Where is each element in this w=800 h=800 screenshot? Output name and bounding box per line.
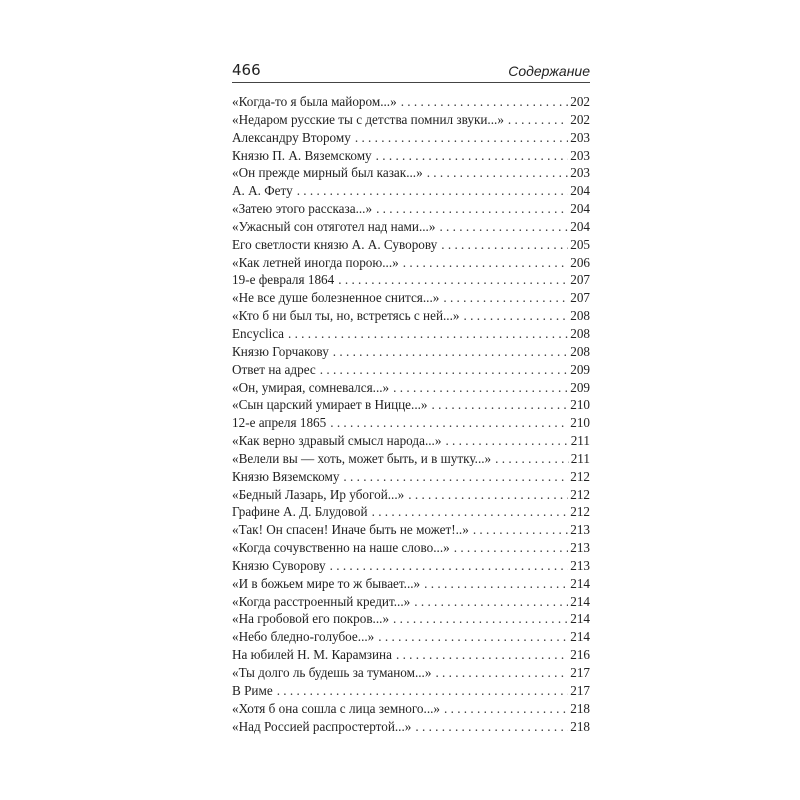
- toc-entry: [232, 201, 590, 219]
- dot-leader: [396, 647, 568, 663]
- toc-entry: [232, 433, 590, 451]
- dot-leader: [277, 683, 569, 699]
- toc-entry-title: «Он, умирая, сомневался...»: [232, 379, 390, 395]
- toc-entry-page: 213: [570, 540, 590, 556]
- toc-entry: [232, 344, 590, 362]
- dot-leader: [330, 558, 569, 574]
- toc-entry: [232, 451, 590, 469]
- dot-leader: [372, 504, 569, 520]
- toc-entry-title: «Велели вы — хоть, может быть, и в шутку...»: [232, 450, 492, 466]
- dot-leader: [445, 433, 568, 449]
- dot-leader: [355, 130, 568, 146]
- dot-leader: [378, 629, 568, 645]
- toc-entry-title: «Хотя б она сошла с лица земного...»: [232, 700, 441, 716]
- toc-entry: [232, 540, 590, 558]
- toc-entry-title: «Не все душе болезненное снится...»: [232, 290, 440, 306]
- dot-leader: [401, 94, 569, 110]
- toc-entry-page: 217: [570, 665, 590, 680]
- toc-entry-page: 204: [570, 183, 590, 199]
- toc-entry: [232, 397, 590, 415]
- toc-entry-page: 209: [570, 379, 590, 395]
- dot-leader: [495, 451, 569, 467]
- dot-leader: [444, 701, 568, 717]
- dot-leader: [376, 201, 568, 217]
- toc-entry-page: 210: [570, 397, 590, 413]
- toc-entry: [232, 148, 590, 166]
- dot-leader: [333, 344, 568, 360]
- toc-entry-title: Ответ на адрес: [232, 361, 316, 377]
- toc-entry-title: «Когда расстроенный кредит...»: [232, 593, 411, 609]
- toc-entry-page: 213: [570, 522, 590, 538]
- dot-leader: [320, 362, 568, 378]
- toc-entry: [232, 647, 590, 665]
- dot-leader: [288, 326, 568, 342]
- toc-entry-title: «Ты долго ль будешь за туманом...»: [232, 665, 432, 680]
- toc-entry: [232, 380, 590, 398]
- dot-leader: [393, 380, 568, 396]
- toc-entry-title: «Небо бледно-голубое...»: [232, 629, 375, 645]
- dot-leader: [439, 219, 568, 235]
- toc-entry: [232, 183, 590, 201]
- toc-entry-title: «Ужасный сон отяготел над нами...»: [232, 218, 436, 234]
- toc-entry: [232, 665, 590, 683]
- dot-leader: [424, 576, 568, 592]
- toc-entry-title: «Бедный Лазарь, Ир убогой...»: [232, 486, 405, 502]
- dot-leader: [427, 165, 569, 181]
- page-number: 466: [232, 61, 261, 79]
- toc-entry: [232, 719, 590, 737]
- toc-entry-title: Князю Суворову: [232, 557, 326, 573]
- toc-entry-title: Его светлости князю А. А. Суворову: [232, 236, 438, 252]
- section-title: Содержание: [508, 63, 590, 79]
- toc-entry-page: 202: [570, 111, 590, 127]
- toc-entry-title: В Риме: [232, 682, 273, 698]
- toc-entry-page: 207: [570, 272, 590, 288]
- running-header: [232, 58, 590, 83]
- toc-entry-page: 211: [570, 450, 590, 466]
- toc-entry: [232, 94, 590, 112]
- toc-entry: [232, 558, 590, 576]
- dot-leader: [338, 272, 568, 288]
- dot-leader: [414, 594, 568, 610]
- toc-entry-page: 214: [570, 593, 590, 609]
- toc-entry-page: 212: [570, 468, 590, 484]
- toc-entry-page: 214: [570, 629, 590, 645]
- toc-entry-page: 218: [570, 700, 590, 716]
- toc-entry-title: А. А. Фету: [232, 183, 293, 199]
- dot-leader: [454, 540, 569, 556]
- toc-entry-title: Князю П. А. Вяземскому: [232, 147, 372, 163]
- toc-entry-page: 208: [570, 325, 590, 341]
- dot-leader: [408, 487, 568, 503]
- dot-leader: [376, 148, 569, 164]
- toc-entry: [232, 701, 590, 719]
- dot-leader: [403, 255, 568, 271]
- dot-leader: [441, 237, 568, 253]
- toc-entry: [232, 290, 590, 308]
- toc-entry-page: 209: [570, 361, 590, 377]
- toc-entry: [232, 576, 590, 594]
- toc-entry-title: «Затею этого рассказа...»: [232, 201, 373, 217]
- toc-entry: [232, 683, 590, 701]
- toc-entry: [232, 130, 590, 148]
- toc-entry-page: 212: [570, 504, 590, 520]
- toc-entry-page: 218: [570, 718, 590, 734]
- toc-entry-page: 212: [570, 486, 590, 502]
- toc-entry-page: 203: [570, 129, 590, 145]
- toc-entry: [232, 255, 590, 273]
- toc-entry: [232, 504, 590, 522]
- toc-entry: [232, 219, 590, 237]
- dot-leader: [393, 611, 568, 627]
- toc-entry: [232, 308, 590, 326]
- toc-entry: [232, 611, 590, 629]
- dot-leader: [415, 719, 568, 735]
- toc-entry-title: Князю Горчакову: [232, 343, 329, 359]
- toc-entry-page: 205: [570, 236, 590, 252]
- toc-entry-page: 213: [570, 557, 590, 573]
- toc-entry-page: 207: [570, 290, 590, 306]
- toc-entry-page: 210: [570, 415, 590, 431]
- toc-entry: [232, 594, 590, 612]
- toc-entry-page: 214: [570, 611, 590, 627]
- toc-entry-title: Графине А. Д. Блудовой: [232, 504, 368, 520]
- toc-entry-page: 204: [570, 218, 590, 234]
- dot-leader: [432, 397, 569, 413]
- toc-entry-page: 203: [570, 165, 590, 181]
- toc-entry: [232, 629, 590, 647]
- toc-entry-title: «Кто б ни был ты, но, встретясь с ней...»: [232, 308, 460, 324]
- toc-entry: [232, 362, 590, 380]
- dot-leader: [464, 308, 569, 324]
- toc-entry-title: 12-е апреля 1865: [232, 415, 327, 431]
- toc-entry-page: 217: [570, 682, 590, 698]
- dot-leader: [297, 183, 569, 199]
- toc-entry: [232, 469, 590, 487]
- toc-entry-title: «Как летней иногда порою...»: [232, 254, 399, 270]
- dot-leader: [473, 522, 568, 538]
- toc-entry-title: Александру Второму: [232, 129, 351, 145]
- toc-entry-title: «Он прежде мирный был казак...»: [232, 165, 423, 181]
- toc-entry-title: Encyclica: [232, 325, 284, 341]
- toc-entry: [232, 165, 590, 183]
- toc-entry: [232, 237, 590, 255]
- toc-entry-title: «Над Россией распростертой...»: [232, 718, 412, 734]
- toc-entry-page: 208: [570, 308, 590, 324]
- toc-entry-title: 19-е февраля 1864: [232, 272, 335, 288]
- toc-entry-title: «Когда сочувственно на наше слово...»: [232, 540, 450, 556]
- toc-entry-page: 214: [570, 575, 590, 591]
- toc-entry: [232, 272, 590, 290]
- toc-entry: [232, 112, 590, 130]
- toc-entry: [232, 522, 590, 540]
- toc-entry-title: «Так! Он спасен! Иначе быть не может!..»: [232, 522, 469, 538]
- toc-entry-page: 206: [570, 254, 590, 270]
- toc-entry-page: 208: [570, 343, 590, 359]
- table-of-contents: [232, 94, 590, 736]
- toc-entry-page: 211: [570, 433, 590, 449]
- toc-entry-title: Князю Вяземскому: [232, 468, 340, 484]
- toc-entry-page: 202: [570, 94, 590, 109]
- toc-entry-title: «Сын царский умирает в Ницце...»: [232, 397, 428, 413]
- toc-entry-title: «Как верно здравый смысл народа...»: [232, 433, 442, 449]
- toc-entry: [232, 326, 590, 344]
- toc-entry-title: «Когда-то я была майором...»: [232, 94, 397, 109]
- toc-entry-page: 204: [570, 201, 590, 217]
- toc-entry-page: 203: [570, 147, 590, 163]
- dot-leader: [343, 469, 568, 485]
- dot-leader: [435, 665, 568, 681]
- toc-entry-title: На юбилей Н. М. Карамзина: [232, 647, 392, 663]
- toc-entry-title: «На гробовой его покров...»: [232, 611, 390, 627]
- toc-entry-title: «И в божьем мире то ж бывает...»: [232, 575, 421, 591]
- dot-leader: [443, 290, 568, 306]
- toc-entry-title: «Недаром русские ты с детства помнил звуки...»: [232, 111, 504, 127]
- toc-entry-page: 216: [570, 647, 590, 663]
- toc-entry: [232, 415, 590, 433]
- dot-leader: [330, 415, 568, 431]
- dot-leader: [508, 112, 568, 128]
- toc-entry: [232, 487, 590, 505]
